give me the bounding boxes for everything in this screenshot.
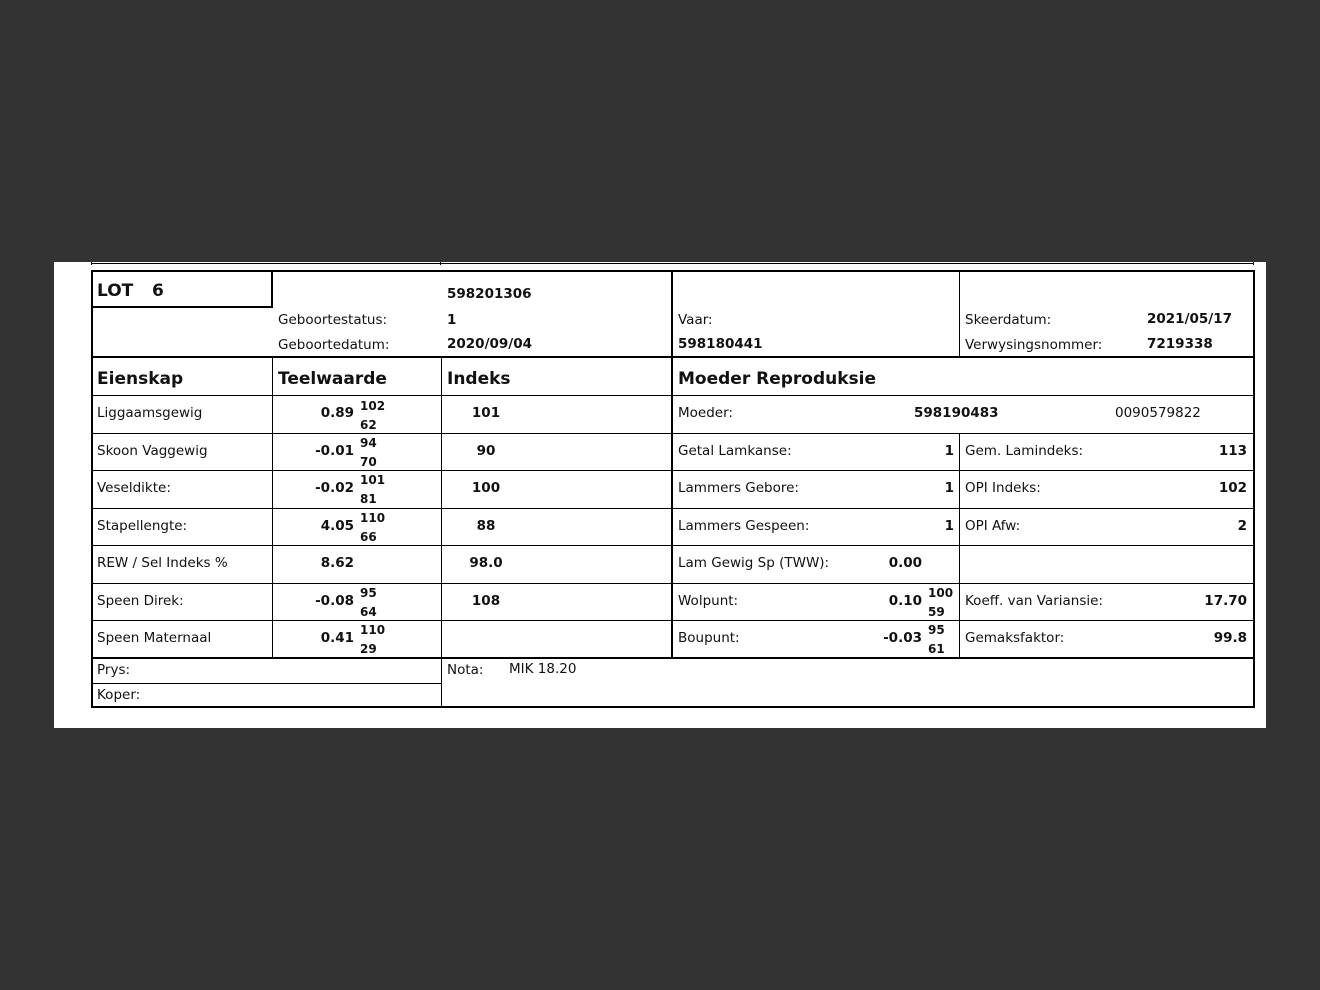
trait-value: 8.62 <box>320 555 354 571</box>
column-header-index: Indeks <box>447 369 511 389</box>
trait-label: Veseldikte: <box>97 480 171 496</box>
shear-date-label: Skeerdatum: <box>965 312 1052 328</box>
lamb-weight-label: Lam Gewig Sp (TWW): <box>678 555 830 571</box>
trait-value: 0.41 <box>320 630 354 646</box>
column-header-breeding-value: Teelwaarde <box>278 369 387 389</box>
lambs-born-value: 1 <box>944 480 954 496</box>
buyer-label: Koper: <box>97 687 141 703</box>
trait-sub: 62 <box>360 418 377 432</box>
opi-dev-value: 2 <box>1237 518 1247 534</box>
avg-lamb-index-value: 113 <box>1218 443 1247 459</box>
trait-index: 108 <box>471 593 501 609</box>
trait-value: 4.05 <box>320 518 354 534</box>
birth-status-value: 1 <box>447 312 457 328</box>
conformation-sub: 61 <box>928 642 945 656</box>
trait-sup: 95 <box>360 586 377 600</box>
trait-label: Liggaamsgewig <box>97 405 203 421</box>
trait-sub: 64 <box>360 605 377 619</box>
sire-id: 598180441 <box>678 336 763 352</box>
comfort-factor-label: Gemaksfaktor: <box>965 630 1065 646</box>
column-header-trait: Eienskap <box>97 369 184 389</box>
trait-sup: 110 <box>360 623 386 637</box>
mother-id: 598190483 <box>914 405 999 421</box>
cv-value: 17.70 <box>1204 593 1247 609</box>
lambings-value: 1 <box>944 443 954 459</box>
lamb-weight-value: 0.00 <box>888 555 922 571</box>
trait-sub: 29 <box>360 642 377 656</box>
trait-sup: 110 <box>360 511 386 525</box>
trait-sup: 102 <box>360 399 386 413</box>
sire-label: Vaar: <box>678 312 713 328</box>
lambs-weaned-label: Lammers Gespeen: <box>678 518 810 534</box>
lot-number: 6 <box>152 281 164 301</box>
trait-label: REW / Sel Indeks % <box>97 555 228 571</box>
trait-value: -0.08 <box>315 593 354 609</box>
wool-point-label: Wolpunt: <box>678 593 739 609</box>
trait-sub: 81 <box>360 492 377 506</box>
mother-code: 0090579822 <box>1115 405 1201 421</box>
birth-date-value: 2020/09/04 <box>447 336 533 352</box>
trait-value: -0.01 <box>315 443 354 459</box>
trait-index: 98.0 <box>469 555 503 571</box>
price-label: Prys: <box>97 662 131 678</box>
lambs-weaned-value: 1 <box>944 518 954 534</box>
note-label: Nota: <box>447 662 484 678</box>
opi-dev-label: OPI Afw: <box>965 518 1021 534</box>
trait-sub: 70 <box>360 455 377 469</box>
wool-point-sup: 100 <box>928 586 954 600</box>
conformation-label: Boupunt: <box>678 630 740 646</box>
trait-label: Skoon Vaggewig <box>97 443 208 459</box>
wool-point-sub: 59 <box>928 605 945 619</box>
reference-label: Verwysingsnommer: <box>965 337 1103 353</box>
trait-value: -0.02 <box>315 480 354 496</box>
conformation-value: -0.03 <box>883 630 922 646</box>
trait-sup: 94 <box>360 436 377 450</box>
reference-value: 7219338 <box>1147 336 1213 352</box>
trait-index: 88 <box>476 518 496 534</box>
trait-label: Speen Maternaal <box>97 630 212 646</box>
lambs-born-label: Lammers Gebore: <box>678 480 799 496</box>
comfort-factor-value: 99.8 <box>1213 630 1247 646</box>
note-value: MIK 18.20 <box>509 661 577 677</box>
trait-label: Speen Direk: <box>97 593 184 609</box>
birth-date-label: Geboortedatum: <box>278 337 390 353</box>
trait-index: 101 <box>471 405 501 421</box>
lambings-label: Getal Lamkanse: <box>678 443 792 459</box>
column-header-dam-reproduction: Moeder Reproduksie <box>678 369 877 389</box>
wool-point-value: 0.10 <box>888 593 922 609</box>
trait-index: 100 <box>471 480 501 496</box>
birth-status-label: Geboortestatus: <box>278 312 388 328</box>
shear-date-value: 2021/05/17 <box>1147 311 1233 327</box>
avg-lamb-index-label: Gem. Lamindeks: <box>965 443 1084 459</box>
opi-index-label: OPI Indeks: <box>965 480 1041 496</box>
opi-index-value: 102 <box>1218 480 1247 496</box>
trait-value: 0.89 <box>320 405 354 421</box>
lot-label: LOT <box>97 281 134 301</box>
trait-label: Stapellengte: <box>97 518 188 534</box>
mother-label: Moeder: <box>678 405 733 421</box>
animal-id: 598201306 <box>447 286 532 302</box>
trait-sup: 101 <box>360 473 386 487</box>
trait-sub: 66 <box>360 530 377 544</box>
document-page <box>54 262 1266 728</box>
trait-index: 90 <box>476 443 496 459</box>
conformation-sup: 95 <box>928 623 945 637</box>
cv-label: Koeff. van Variansie: <box>965 593 1103 609</box>
